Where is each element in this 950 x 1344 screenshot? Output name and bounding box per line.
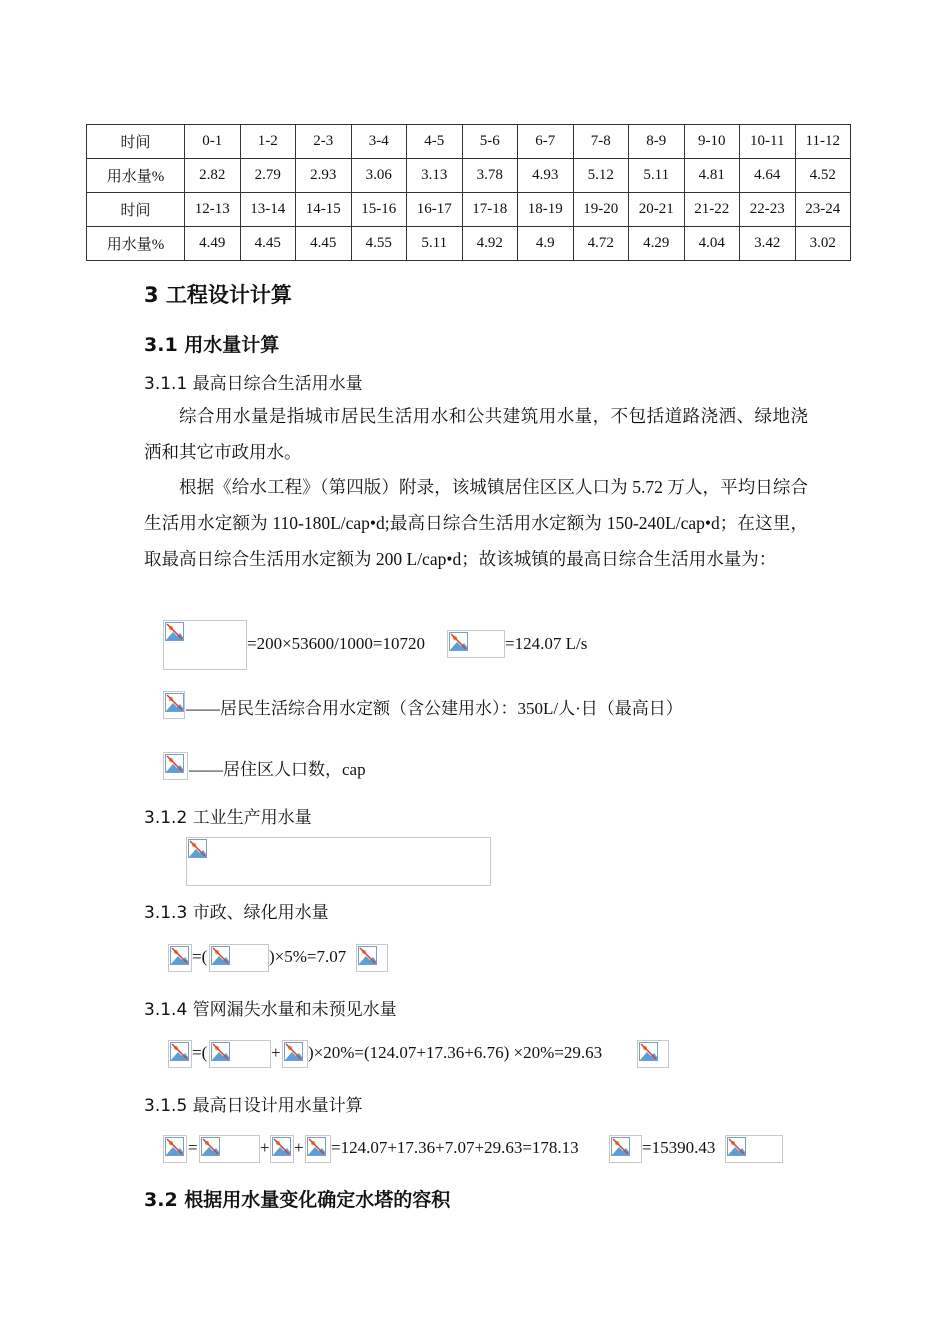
- table-cell: 11-12: [795, 125, 851, 159]
- section-3-1-4-heading: 3.1.4 管网漏失水量和未预见水量: [144, 1000, 397, 1020]
- broken-image-icon: [165, 1137, 184, 1156]
- table-cell: 4.81: [684, 159, 740, 193]
- section-3-2-heading: 3.2 根据用水量变化确定水塔的容积: [144, 1189, 451, 1211]
- broken-image-icon: [307, 1137, 326, 1156]
- row-header-cell: 用水量%: [87, 227, 185, 261]
- paragraph-definition: 综合用水量是指城市居民生活用水和公共建筑用水量，不包括道路浇洒、绿地浇洒和其它市政用水。: [144, 406, 808, 462]
- table-cell: 7-8: [573, 125, 629, 159]
- table-cell: 8-9: [629, 125, 685, 159]
- table-cell: 2.82: [185, 159, 241, 193]
- broken-image-icon: [165, 754, 184, 773]
- section-3-1-3-heading: 3.1.3 市政、绿化用水量: [144, 903, 329, 923]
- symbol-image: [163, 1135, 187, 1163]
- table-cell: 2.79: [240, 159, 296, 193]
- table-cell: 4.93: [518, 159, 574, 193]
- table-cell: 4.49: [185, 227, 241, 261]
- table-cell: 10-11: [740, 125, 796, 159]
- broken-image-icon: [211, 1042, 230, 1061]
- equation-5-part-d: =124.07+17.36+7.07+29.63=178.13: [331, 1138, 579, 1157]
- formula-image: [186, 837, 491, 886]
- formula-image: [163, 620, 247, 670]
- broken-image-icon: [211, 946, 230, 965]
- equation-5-part-a: =: [188, 1138, 198, 1157]
- broken-image-icon: [188, 839, 207, 858]
- table-cell: 21-22: [684, 193, 740, 227]
- table-cell: 15-16: [351, 193, 407, 227]
- section-3-1-heading: 3.1 用水量计算: [144, 334, 280, 356]
- equation-4-part-a: =(: [192, 1043, 208, 1062]
- broken-image-icon: [170, 1042, 189, 1061]
- time-row: [87, 193, 851, 227]
- broken-image-icon: [165, 693, 184, 712]
- broken-image-icon: [727, 1137, 746, 1156]
- equation-3-part-a: =(: [192, 947, 208, 966]
- symbol-image: [209, 944, 269, 972]
- table-cell: 18-19: [518, 193, 574, 227]
- table-cell: 19-20: [573, 193, 629, 227]
- broken-image-icon: [284, 1042, 303, 1061]
- table-cell: 4.52: [795, 159, 851, 193]
- table-cell: 16-17: [407, 193, 463, 227]
- table-cell: 14-15: [296, 193, 352, 227]
- equation-3-part-b: )×5%=7.07: [269, 947, 347, 966]
- symbol-image: [163, 691, 185, 719]
- table-cell: 3.06: [351, 159, 407, 193]
- table-cell: 5-6: [462, 125, 518, 159]
- broken-image-icon: [639, 1042, 658, 1061]
- table-cell: 4.45: [240, 227, 296, 261]
- equation-5-part-c: +: [294, 1138, 304, 1157]
- symbol-image: [725, 1135, 783, 1163]
- table-cell: 20-21: [629, 193, 685, 227]
- broken-image-icon: [272, 1137, 291, 1156]
- table-cell: 13-14: [240, 193, 296, 227]
- table-cell: 0-1: [185, 125, 241, 159]
- paragraph-calculation-basis: 根据《给水工程》（第四版）附录，该城镇居住区区人口为 5.72 万人，平均日综合生活用水定额为 110-180L/cap•d;最高日综合生活用水定额为 150-240L/cap•d；在这里，取最高日综合生活用水定额为 200 L/cap•d；故该城镇的最高日综合生活用水量为：: [144, 477, 808, 569]
- equation-1-part-a: =200×53600/1000=10720: [247, 634, 425, 653]
- row-header-cell: 时间: [87, 125, 185, 159]
- symbol-image: [305, 1135, 331, 1163]
- table-cell: 3-4: [351, 125, 407, 159]
- equation-5-part-b: +: [260, 1138, 270, 1157]
- table-cell: 4.92: [462, 227, 518, 261]
- table-cell: 6-7: [518, 125, 574, 159]
- table-cell: 9-10: [684, 125, 740, 159]
- table-cell: 12-13: [185, 193, 241, 227]
- table-cell: 4.9: [518, 227, 574, 261]
- table-cell: 2.93: [296, 159, 352, 193]
- broken-image-icon: [165, 622, 184, 641]
- usage-row: [87, 159, 851, 193]
- symbol-image: [282, 1040, 308, 1068]
- broken-image-icon: [449, 632, 468, 651]
- symbol-image: [199, 1135, 260, 1163]
- table-cell: 2-3: [296, 125, 352, 159]
- table-cell: 4.04: [684, 227, 740, 261]
- table-cell: 23-24: [795, 193, 851, 227]
- table-cell: 3.13: [407, 159, 463, 193]
- symbol-image: [609, 1135, 642, 1163]
- usage-row: [87, 227, 851, 261]
- table-cell: 3.02: [795, 227, 851, 261]
- broken-image-icon: [358, 946, 377, 965]
- table-cell: 5.11: [629, 159, 685, 193]
- section-3-1-1-heading: 3.1.1 最高日综合生活用水量: [144, 374, 363, 394]
- section-3-heading: 3 工程设计计算: [144, 283, 292, 307]
- equation-1-part-b: =124.07 L/s: [505, 634, 588, 653]
- table-cell: 3.42: [740, 227, 796, 261]
- section-3-1-5-heading: 3.1.5 最高日设计用水量计算: [144, 1096, 363, 1116]
- section-3-1-2-heading: 3.1.2 工业生产用水量: [144, 808, 312, 828]
- table-cell: 5.12: [573, 159, 629, 193]
- table-cell: 4.45: [296, 227, 352, 261]
- symbol-image: [168, 1040, 192, 1068]
- table-cell: 4.64: [740, 159, 796, 193]
- symbol-image: [637, 1040, 669, 1068]
- table-cell: 4.72: [573, 227, 629, 261]
- table-cell: 1-2: [240, 125, 296, 159]
- table-cell: 4-5: [407, 125, 463, 159]
- table-cell: 17-18: [462, 193, 518, 227]
- row-header-cell: 用水量%: [87, 159, 185, 193]
- table-cell: 4.29: [629, 227, 685, 261]
- table-cell: 4.55: [351, 227, 407, 261]
- table-cell: 3.78: [462, 159, 518, 193]
- formula-image: [447, 630, 505, 658]
- definition-quota: ——居民生活综合用水定额（含公建用水）：350L/人·日（最高日）: [186, 699, 683, 718]
- broken-image-icon: [170, 946, 189, 965]
- equation-4-part-b: +: [271, 1043, 281, 1062]
- time-row: [87, 125, 851, 159]
- row-header-cell: 时间: [87, 193, 185, 227]
- hourly-usage-table: [86, 124, 851, 261]
- symbol-image: [163, 752, 188, 780]
- equation-5-part-e: =15390.43: [642, 1138, 716, 1157]
- symbol-image: [270, 1135, 294, 1163]
- symbol-image: [356, 944, 388, 972]
- definition-population: ——居住区人口数，cap: [189, 760, 366, 779]
- symbol-image: [209, 1040, 271, 1068]
- equation-4-part-c: )×20%=(124.07+17.36+6.76) ×20%=29.63: [308, 1043, 603, 1062]
- table-cell: 22-23: [740, 193, 796, 227]
- symbol-image: [168, 944, 192, 972]
- table-cell: 5.11: [407, 227, 463, 261]
- broken-image-icon: [201, 1137, 220, 1156]
- broken-image-icon: [611, 1137, 630, 1156]
